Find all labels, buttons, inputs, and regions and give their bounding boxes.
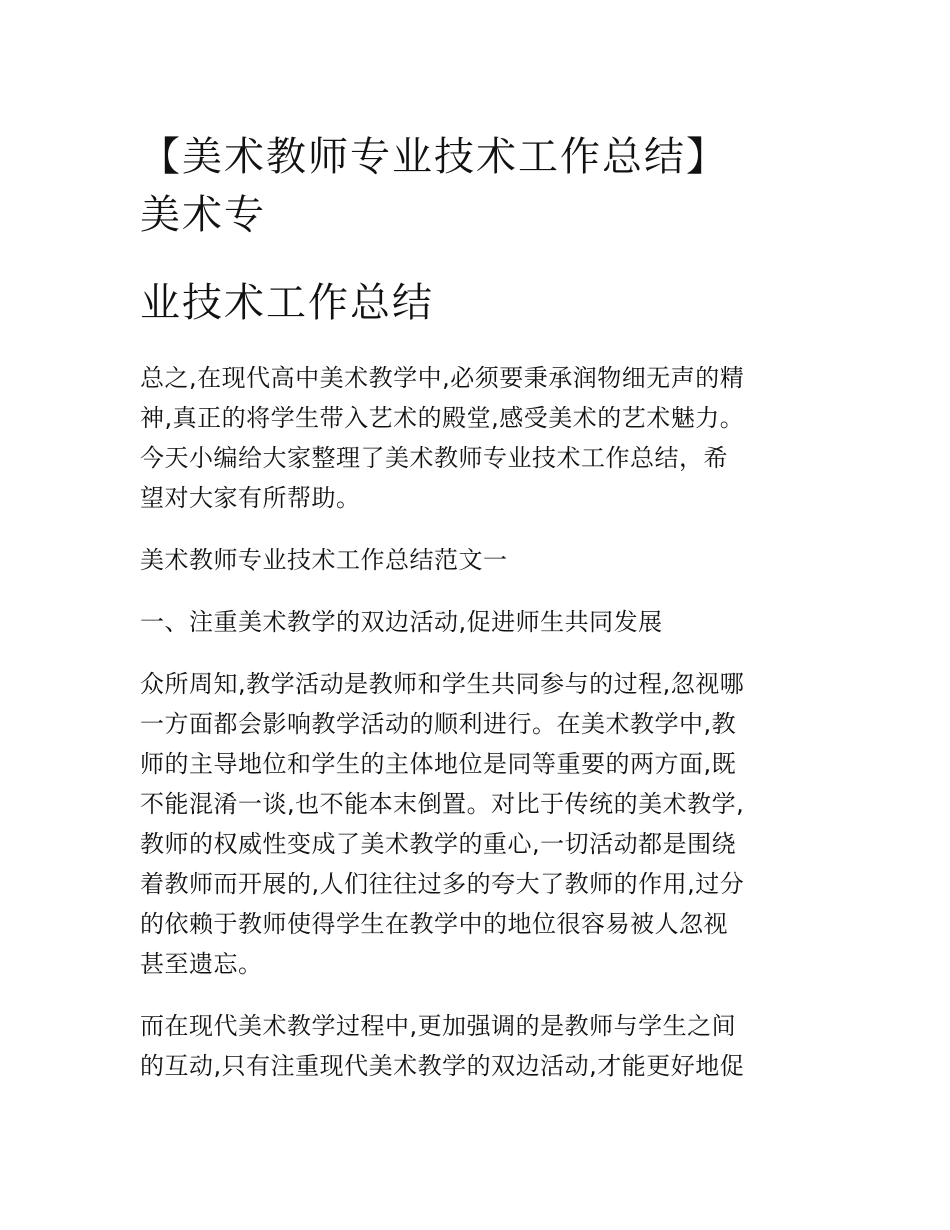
section-title: [140, 540, 820, 580]
subheading-text: 一、注重美术教学的双边活动,促进师生共同发展: [140, 608, 663, 636]
intro-paragraph: [140, 358, 820, 518]
intro-line: 望对大家有所帮助。: [140, 484, 361, 512]
paragraph-line: 教师的权威性变成了美术教学的重心,一切活动都是围绕: [140, 830, 737, 858]
paragraph-line: 师的主导地位和学生的主体地位是同等重要的两方面,既: [140, 750, 737, 778]
document-content: [140, 128, 820, 1086]
paragraph-line: 着教师而开展的,人们往往过多的夸大了教师的作用,过分: [140, 870, 745, 898]
title-line-2: 美术专: [140, 192, 266, 238]
paragraph-line: 的依赖于教师使得学生在教学中的地位很容易被人忽视: [140, 910, 728, 938]
paragraph-line: 一方面都会影响教学活动的顺利进行。在美术教学中,教: [140, 710, 737, 738]
paragraph-line: 的互动,只有注重现代美术教学的双边活动,才能更好地促: [140, 1052, 745, 1080]
title-line-3: 业技术工作总结: [140, 280, 434, 326]
intro-line: 今天小编给大家整理了美术教师专业技术工作总结，希: [140, 444, 728, 472]
subheading: [140, 602, 820, 642]
body-paragraph-2: [140, 1006, 820, 1086]
paragraph-line: 而在现代美术教学过程中,更加强调的是教师与学生之间: [140, 1012, 737, 1040]
intro-line: 神,真正的将学生带入艺术的殿堂,感受美术的艺术魅力。: [140, 404, 745, 432]
paragraph-line: 众所周知,教学活动是教师和学生共同参与的过程,忽视哪: [140, 670, 745, 698]
section-title-text: 美术教师专业技术工作总结范文一: [140, 546, 508, 574]
body-paragraph-1: [140, 664, 820, 984]
intro-line: 总之,在现代高中美术教学中,必须要秉承润物细无声的精: [140, 364, 745, 392]
document-title: [140, 128, 820, 244]
title-line-1: 【美术教师专业技术工作总结】: [140, 134, 728, 180]
document-title-continued: [140, 274, 820, 332]
paragraph-line: 甚至遗忘。: [140, 950, 263, 978]
paragraph-line: 不能混淆一谈,也不能本末倒置。对比于传统的美术教学,: [140, 790, 745, 818]
